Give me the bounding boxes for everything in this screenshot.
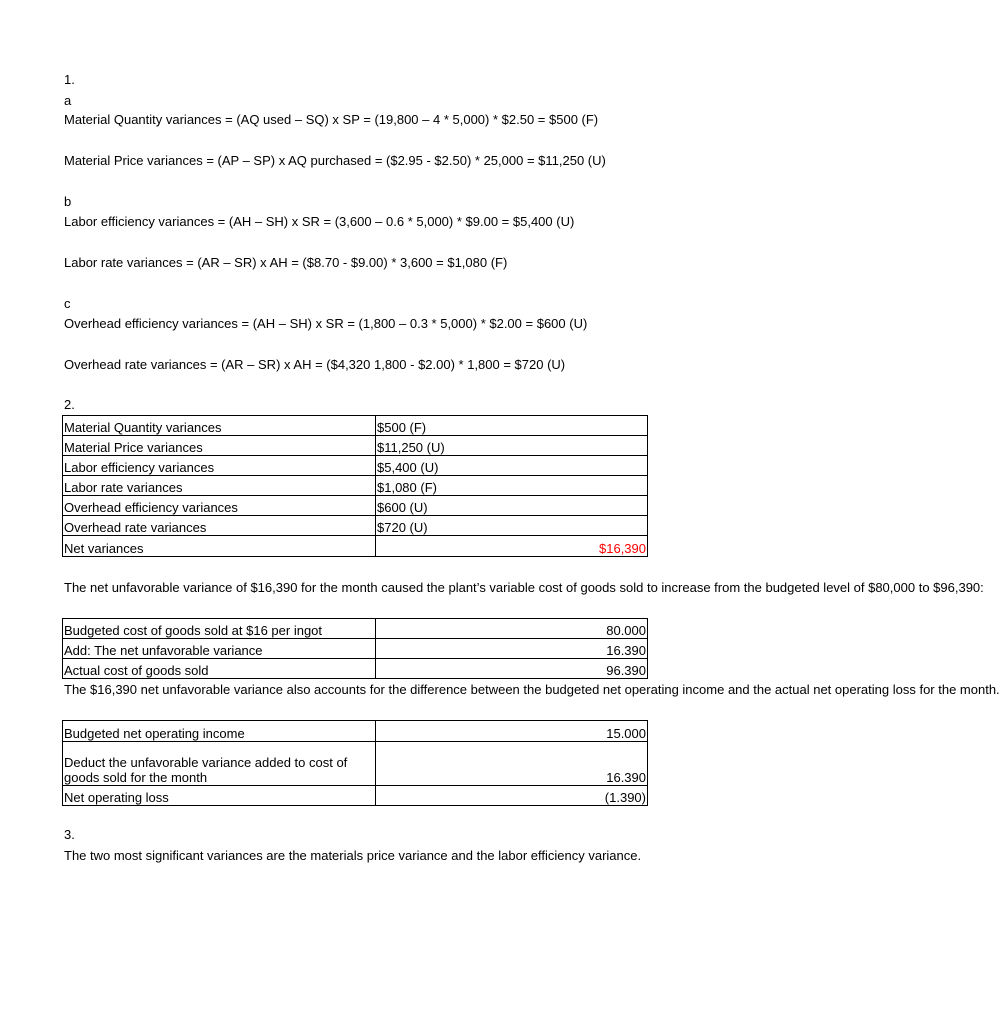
table-row (63, 436, 648, 456)
net-variances-value: $16,390 (376, 536, 648, 557)
variance-label: Labor rate variances (63, 476, 376, 496)
table-row (63, 476, 648, 496)
material-price-formula: Material Price variances = (AP – SP) x AQ purchased = ($2.95 - $2.50) * 25,000 = $11,250 (U) (64, 153, 606, 168)
section-1-number: 1. (64, 72, 75, 87)
section-3-number: 3. (64, 827, 75, 842)
table-row (63, 496, 648, 516)
table-row (63, 721, 648, 742)
net-loss-paragraph: The $16,390 net unfavorable variance also accounts for the difference between the budgeted net operating income and the actual net operating loss for the month. (64, 682, 1000, 697)
variance-value: $1,080 (F) (376, 476, 648, 496)
net-variances-row (63, 536, 648, 557)
table-row (63, 619, 648, 639)
cogs-label: Add: The net unfavorable variance (63, 639, 376, 659)
labor-efficiency-formula: Labor efficiency variances = (AH – SH) x SR = (3,600 – 0.6 * 5,000) * $9.00 = $5,400 (U) (64, 214, 575, 229)
table-row (63, 516, 648, 536)
income-label: Deduct the unfavorable variance added to cost of goods sold for the month (63, 742, 376, 786)
table-row (63, 786, 648, 806)
cogs-value: 96.390 (376, 659, 648, 679)
variance-value: $5,400 (U) (376, 456, 648, 476)
significant-variances-paragraph: The two most significant variances are the materials price variance and the labor efficiency variance. (64, 848, 642, 863)
variance-value: $11,250 (U) (376, 436, 648, 456)
variance-label: Overhead efficiency variances (63, 496, 376, 516)
income-value: (1.390) (376, 786, 648, 806)
table-row (63, 742, 648, 786)
paragraph-clip (64, 848, 649, 866)
income-value: 16.390 (376, 742, 648, 786)
table-row (63, 456, 648, 476)
variance-table (62, 415, 648, 557)
variance-value: $720 (U) (376, 516, 648, 536)
paragraph-clip (64, 682, 1000, 700)
cogs-label: Actual cost of goods sold (63, 659, 376, 679)
income-table (62, 720, 648, 806)
variance-label: Overhead rate variances (63, 516, 376, 536)
labor-rate-formula: Labor rate variances = (AR – SR) x AH = ($8.70 - $9.00) * 3,600 = $1,080 (F) (64, 255, 508, 270)
variance-label: Labor efficiency variances (63, 456, 376, 476)
cogs-table (62, 618, 648, 679)
variance-label: Material Quantity variances (63, 416, 376, 436)
paragraph-clip (64, 580, 984, 598)
income-value: 15.000 (376, 721, 648, 742)
material-quantity-formula: Material Quantity variances = (AQ used – SQ) x SP = (19,800 – 4 * 5,000) * $2.50 = $500 (F) (64, 112, 599, 127)
variance-value: $500 (F) (376, 416, 648, 436)
cogs-value: 16.390 (376, 639, 648, 659)
part-a-letter: a (64, 93, 72, 108)
table-row (63, 639, 648, 659)
net-variances-label: Net variances (63, 536, 376, 557)
variance-label: Material Price variances (63, 436, 376, 456)
income-label: Budgeted net operating income (63, 721, 376, 742)
cogs-label: Budgeted cost of goods sold at $16 per ingot (63, 619, 376, 639)
overhead-rate-formula: Overhead rate variances = (AR – SR) x AH = ($4,320 1,800 - $2.00) * 1,800 = $720 (U) (64, 357, 566, 372)
table-row (63, 416, 648, 436)
income-label: Net operating loss (63, 786, 376, 806)
table-row (63, 659, 648, 679)
part-b-letter: b (64, 194, 72, 209)
variance-value: $600 (U) (376, 496, 648, 516)
section-2-number: 2. (64, 397, 75, 412)
overhead-efficiency-formula: Overhead efficiency variances = (AH – SH) x SR = (1,800 – 0.3 * 5,000) * $2.00 = $600 (U) (64, 316, 588, 331)
part-c-letter: c (64, 296, 71, 311)
net-variance-paragraph: The net unfavorable variance of $16,390 for the month caused the plant’s variable cost of goods sold to increase from the budgeted level of $80,000 to $96,390: (64, 580, 984, 595)
cogs-value: 80.000 (376, 619, 648, 639)
